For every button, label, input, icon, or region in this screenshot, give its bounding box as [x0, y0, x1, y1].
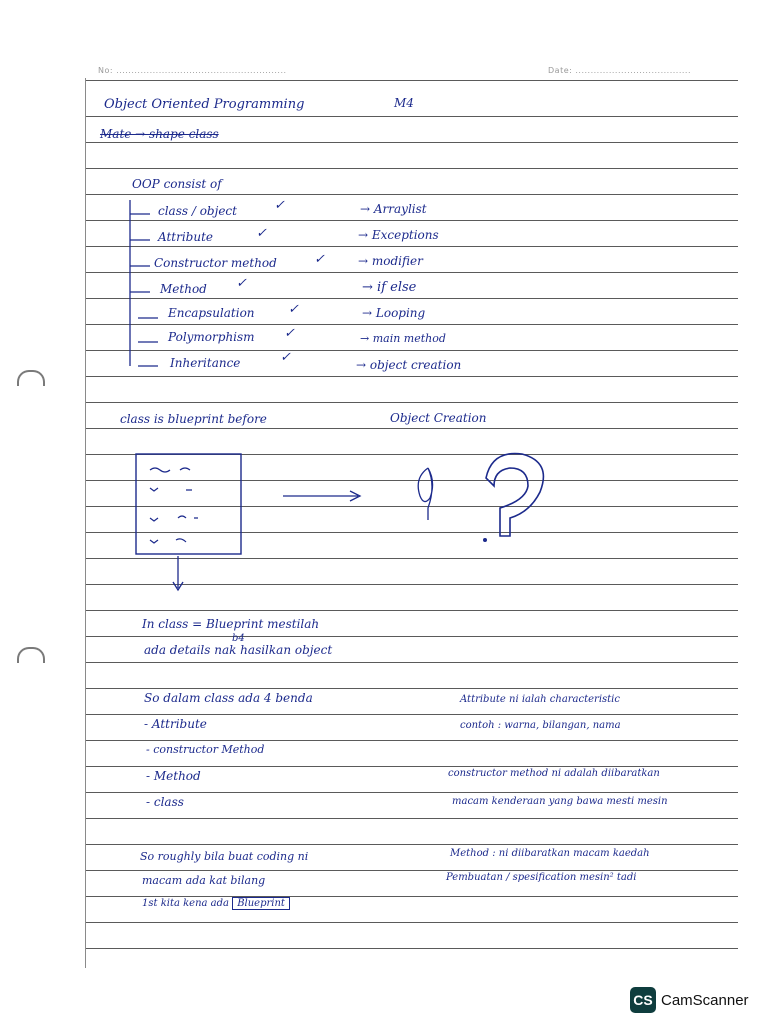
caret-insert: b4 — [232, 633, 245, 644]
oop-heading: OOP consist of — [132, 177, 222, 191]
punch-hole — [17, 370, 45, 386]
date-field-label: Date: ...................................... — [548, 66, 692, 75]
four-things-item: - class — [146, 795, 184, 809]
margin-line — [85, 78, 86, 968]
oop-item-class-object: class / object — [158, 204, 237, 218]
note-line: constructor method ni adalah diibaratkan — [448, 768, 660, 779]
oop-right-item: → Arraylist — [360, 202, 427, 216]
check-icon: ✓ — [274, 198, 285, 213]
oop-item-encapsulation: Encapsulation — [168, 306, 255, 320]
four-things-heading: So dalam class ada 4 benda — [144, 691, 313, 705]
oop-right-item: → Exceptions — [358, 228, 439, 242]
oop-item-attribute: Attribute — [158, 230, 214, 244]
note-line: Method : ni diibaratkan macam kaedah — [450, 848, 650, 859]
title-note: M4 — [394, 96, 414, 110]
oop-right-item: → if else — [362, 280, 417, 295]
oop-right-item: → main method — [360, 332, 446, 345]
camscanner-watermark — [630, 987, 749, 1013]
number-field-label: No: ........................................................ — [98, 66, 287, 75]
in-class-line2: ada details nak hasilkan object — [144, 643, 333, 657]
punch-hole — [17, 647, 45, 663]
blueprint-diagram — [128, 448, 548, 608]
check-icon: ✓ — [288, 302, 299, 317]
oop-right-item: → Looping — [362, 306, 426, 320]
struck-line: Mate → shape class — [100, 127, 219, 141]
check-icon: ✓ — [256, 226, 267, 241]
in-class-line1: In class = Blueprint mestilah — [142, 617, 320, 631]
page-title: Object Oriented Programming — [104, 97, 305, 112]
check-icon: ✓ — [284, 326, 295, 341]
oop-item-constructor: Constructor method — [154, 256, 277, 270]
object-creation-text: Object Creation — [390, 411, 487, 425]
check-icon: ✓ — [280, 350, 291, 365]
four-things-item: - Attribute — [144, 717, 207, 731]
camscanner-name: CamScanner — [661, 991, 749, 1009]
class-blueprint-sentence: class is blueprint before — [120, 412, 267, 426]
oop-item-polymorphism: Polymorphism — [168, 330, 255, 344]
roughly-line1: So roughly bila buat coding ni — [140, 850, 309, 863]
note-line: Pembuatan / spesification mesin² tadi — [446, 872, 637, 883]
roughly-line3: 1st kita kena ada Blueprint — [142, 898, 290, 909]
note-line: Attribute ni ialah characteristic — [460, 694, 620, 705]
boxed-blueprint: Blueprint — [232, 897, 290, 910]
oop-item-inheritance: Inheritance — [170, 356, 241, 370]
oop-item-method: Method — [160, 282, 207, 296]
four-things-item: - constructor Method — [146, 743, 265, 756]
note-line: macam kenderaan yang bawa mesti mesin — [452, 796, 668, 807]
roughly-line2: macam ada kat bilang — [142, 874, 266, 887]
camscanner-logo-icon: CS — [630, 987, 656, 1013]
four-things-item: - Method — [146, 769, 201, 783]
note-line: contoh : warna, bilangan, nama — [460, 720, 621, 731]
oop-right-item: → modifier — [358, 254, 423, 268]
oop-right-item: → object creation — [356, 358, 462, 372]
check-icon: ✓ — [314, 252, 325, 267]
check-icon: ✓ — [236, 276, 247, 291]
